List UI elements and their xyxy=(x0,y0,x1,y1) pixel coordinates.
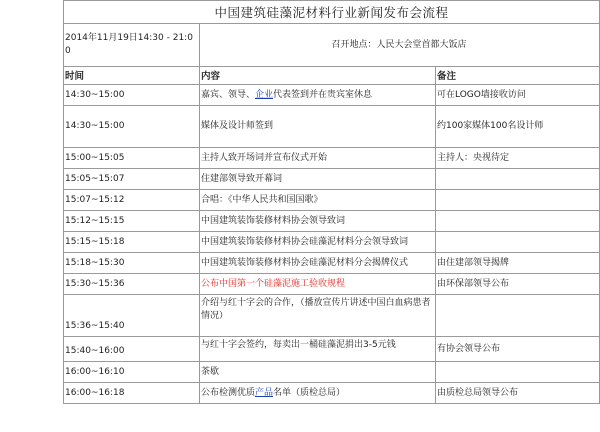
enterprise-link[interactable]: 企业 xyxy=(255,89,274,100)
row-note xyxy=(436,169,600,190)
row-note: 约100家媒体100名设计师 xyxy=(436,106,600,148)
row-time: 14:30~15:00 xyxy=(64,106,200,148)
row-note: 主持人：央视待定 xyxy=(436,148,600,169)
row-content: 主持人致开场词并宣布仪式开始 xyxy=(200,148,436,169)
row-note: 由住建部领导揭牌 xyxy=(436,253,600,274)
table-row xyxy=(64,211,600,232)
content-text: 代表签到并在贵宾室休息 xyxy=(273,89,373,100)
page-title: 中国建筑硅藻泥材料行业新闻发布会流程 xyxy=(64,1,600,24)
header-time: 时间 xyxy=(64,67,200,85)
row-time: 15:07~15:12 xyxy=(64,190,200,211)
row-note: 有协会领导公布 xyxy=(436,337,600,362)
table-row xyxy=(64,274,600,295)
row-time: 14:30~15:00 xyxy=(64,85,200,106)
row-time: 15:15~15:18 xyxy=(64,232,200,253)
row-time: 15:30~15:36 xyxy=(64,274,200,295)
row-time: 15:12~15:15 xyxy=(64,211,200,232)
row-content: 与红十字会签约，每卖出一桶硅藻泥捐出3-5元钱 xyxy=(200,337,436,362)
table-row xyxy=(64,148,600,169)
row-note xyxy=(436,362,600,383)
row-time: 15:40~16:00 xyxy=(64,337,200,362)
row-time: 15:00~15:05 xyxy=(64,148,200,169)
row-content: 中国建筑装饰装修材料协会硅藻泥材料分会揭牌仪式 xyxy=(200,253,436,274)
row-note: 由质检总局领导公布 xyxy=(436,383,600,404)
title-row xyxy=(64,1,600,24)
table-row xyxy=(64,337,600,362)
row-content xyxy=(200,85,436,106)
row-note xyxy=(436,295,600,337)
row-note xyxy=(436,190,600,211)
row-note xyxy=(436,211,600,232)
content-text: 嘉宾、领导、 xyxy=(201,89,256,100)
table-header xyxy=(64,67,600,85)
table-row xyxy=(64,85,600,106)
row-time: 16:00~16:18 xyxy=(64,383,200,404)
row-content: 合唱：《中华人民共和国国歌》 xyxy=(200,190,436,211)
event-venue: 召开地点：人民大会堂首都大饭店 xyxy=(200,24,600,67)
row-time: 15:18~15:30 xyxy=(64,253,200,274)
row-content xyxy=(200,383,436,404)
table-row xyxy=(64,362,600,383)
info-row xyxy=(64,24,600,67)
header-content: 内容 xyxy=(200,67,436,85)
table-row xyxy=(64,383,600,404)
row-content: 媒体及设计师签到 xyxy=(200,106,436,148)
product-link[interactable]: 产品 xyxy=(255,387,274,398)
row-content: 介绍与红十字会的合作，（播放宣传片讲述中国白血病患者情况） xyxy=(200,295,436,337)
row-time: 16:00~16:10 xyxy=(64,362,200,383)
table-row xyxy=(64,295,600,337)
content-text: 公布检测优质 xyxy=(201,387,256,398)
event-time: 2014年11月19日14:30 - 21:00 xyxy=(64,24,200,67)
row-content: 茶歇 xyxy=(200,362,436,383)
row-content: 中国建筑装饰装修材料协会硅藻泥材料分会领导致词 xyxy=(200,232,436,253)
schedule-table xyxy=(63,0,600,404)
row-content: 中国建筑装饰装修材料协会领导致词 xyxy=(200,211,436,232)
row-time: 15:36~15:40 xyxy=(64,295,200,337)
row-note: 由环保部领导公布 xyxy=(436,274,600,295)
row-note xyxy=(436,232,600,253)
row-content-highlight: 公布中国第一个硅藻泥施工验收规程 xyxy=(200,274,436,295)
table-row xyxy=(64,106,600,148)
header-note: 备注 xyxy=(436,67,600,85)
table-row xyxy=(64,232,600,253)
table-row xyxy=(64,253,600,274)
table-row xyxy=(64,169,600,190)
row-content: 住建部领导致开幕词 xyxy=(200,169,436,190)
row-note: 可在LOGO墙接收访问 xyxy=(436,85,600,106)
content-text: 名单（质检总局） xyxy=(273,387,346,398)
table-row xyxy=(64,190,600,211)
row-time: 15:05~15:07 xyxy=(64,169,200,190)
